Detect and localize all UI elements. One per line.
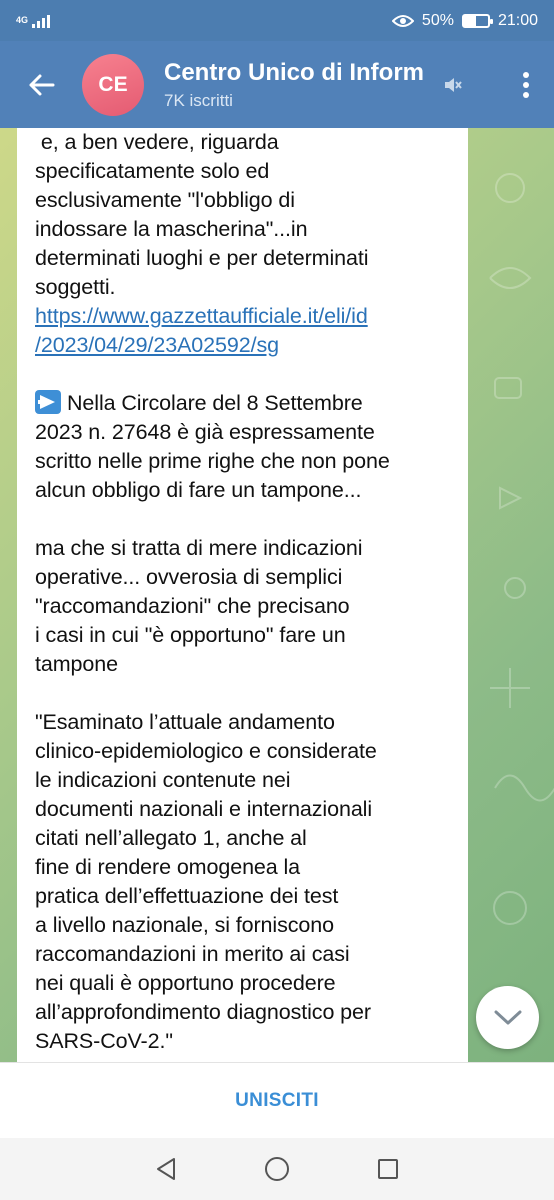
background-doodles — [470, 128, 554, 1062]
clock: 21:00 — [497, 11, 538, 29]
message-paragraph-2: Nella Circolare del 8 Settembre 2023 n. 27648 è già espressamente scritto nelle prime righe che non pone alcun obbligo di fare un tampone... — [35, 391, 390, 502]
join-bar — [0, 1062, 554, 1138]
chevron-down-icon — [494, 1010, 522, 1026]
more-vertical-icon — [522, 72, 530, 98]
channel-title: Centro Unico di Inform — [164, 58, 424, 86]
message-paragraph-4: "Esaminato l’attuale andamento clinico-epidemiologico e considerate le indicazioni contenute nei documenti nazionali e internazionali citati nell’allegato 1, anche al fine di rendere omogenea la pratica dell’effettuazione dei test a livello nazionale, si forniscono raccomandazioni in merito ai casi nei quali è opportuno procedere all’approfondimento diagnostico per SARS-CoV-2." — [35, 710, 377, 1053]
subscriber-count: 7K iscritti — [164, 90, 233, 110]
battery-percent: 50% — [421, 11, 454, 29]
chat-header — [0, 41, 554, 128]
message-text — [35, 128, 450, 1056]
join-button[interactable]: UNISCITI — [235, 1089, 319, 1111]
circle-home-icon — [264, 1156, 290, 1182]
message-bubble — [17, 128, 468, 1062]
channel-avatar[interactable]: CE — [82, 54, 144, 116]
message-paragraph-1: e, a ben vedere, riguarda specificatamente solo ed esclusivamente "l'obbligo di indossare la mascherina"...in determinati luoghi e per determinati soggetti. — [35, 130, 369, 299]
chat-area[interactable] — [0, 128, 554, 1062]
square-recents-icon — [377, 1158, 399, 1180]
nav-recents-button[interactable] — [368, 1149, 408, 1189]
arrow-right-emoji-icon — [35, 390, 61, 414]
channel-info[interactable] — [164, 59, 434, 111]
battery-icon — [462, 14, 490, 28]
gazzetta-link[interactable]: https://www.gazzettaufficiale.it/eli/id /2023/04/29/23A02592/sg — [35, 304, 368, 357]
scroll-down-button[interactable] — [476, 986, 539, 1049]
network-indicator — [16, 14, 50, 28]
triangle-back-icon — [155, 1157, 177, 1181]
arrow-left-icon — [27, 73, 55, 97]
eye-icon — [392, 14, 414, 28]
status-bar — [0, 0, 554, 41]
message-paragraph-3: ma che si tratta di mere indicazioni operative... ovverosia di semplici "raccomandazioni" che precisano i casi in cui "è opportuno" fare un tampone — [35, 536, 363, 676]
signal-icon — [32, 14, 50, 28]
muted-speaker-icon — [442, 75, 462, 95]
back-button[interactable] — [0, 41, 82, 128]
nav-back-button[interactable] — [146, 1149, 186, 1189]
nav-home-button[interactable] — [257, 1149, 297, 1189]
system-nav-bar — [0, 1138, 554, 1200]
more-menu-button[interactable] — [498, 41, 554, 128]
network-type: 4G — [16, 15, 29, 25]
